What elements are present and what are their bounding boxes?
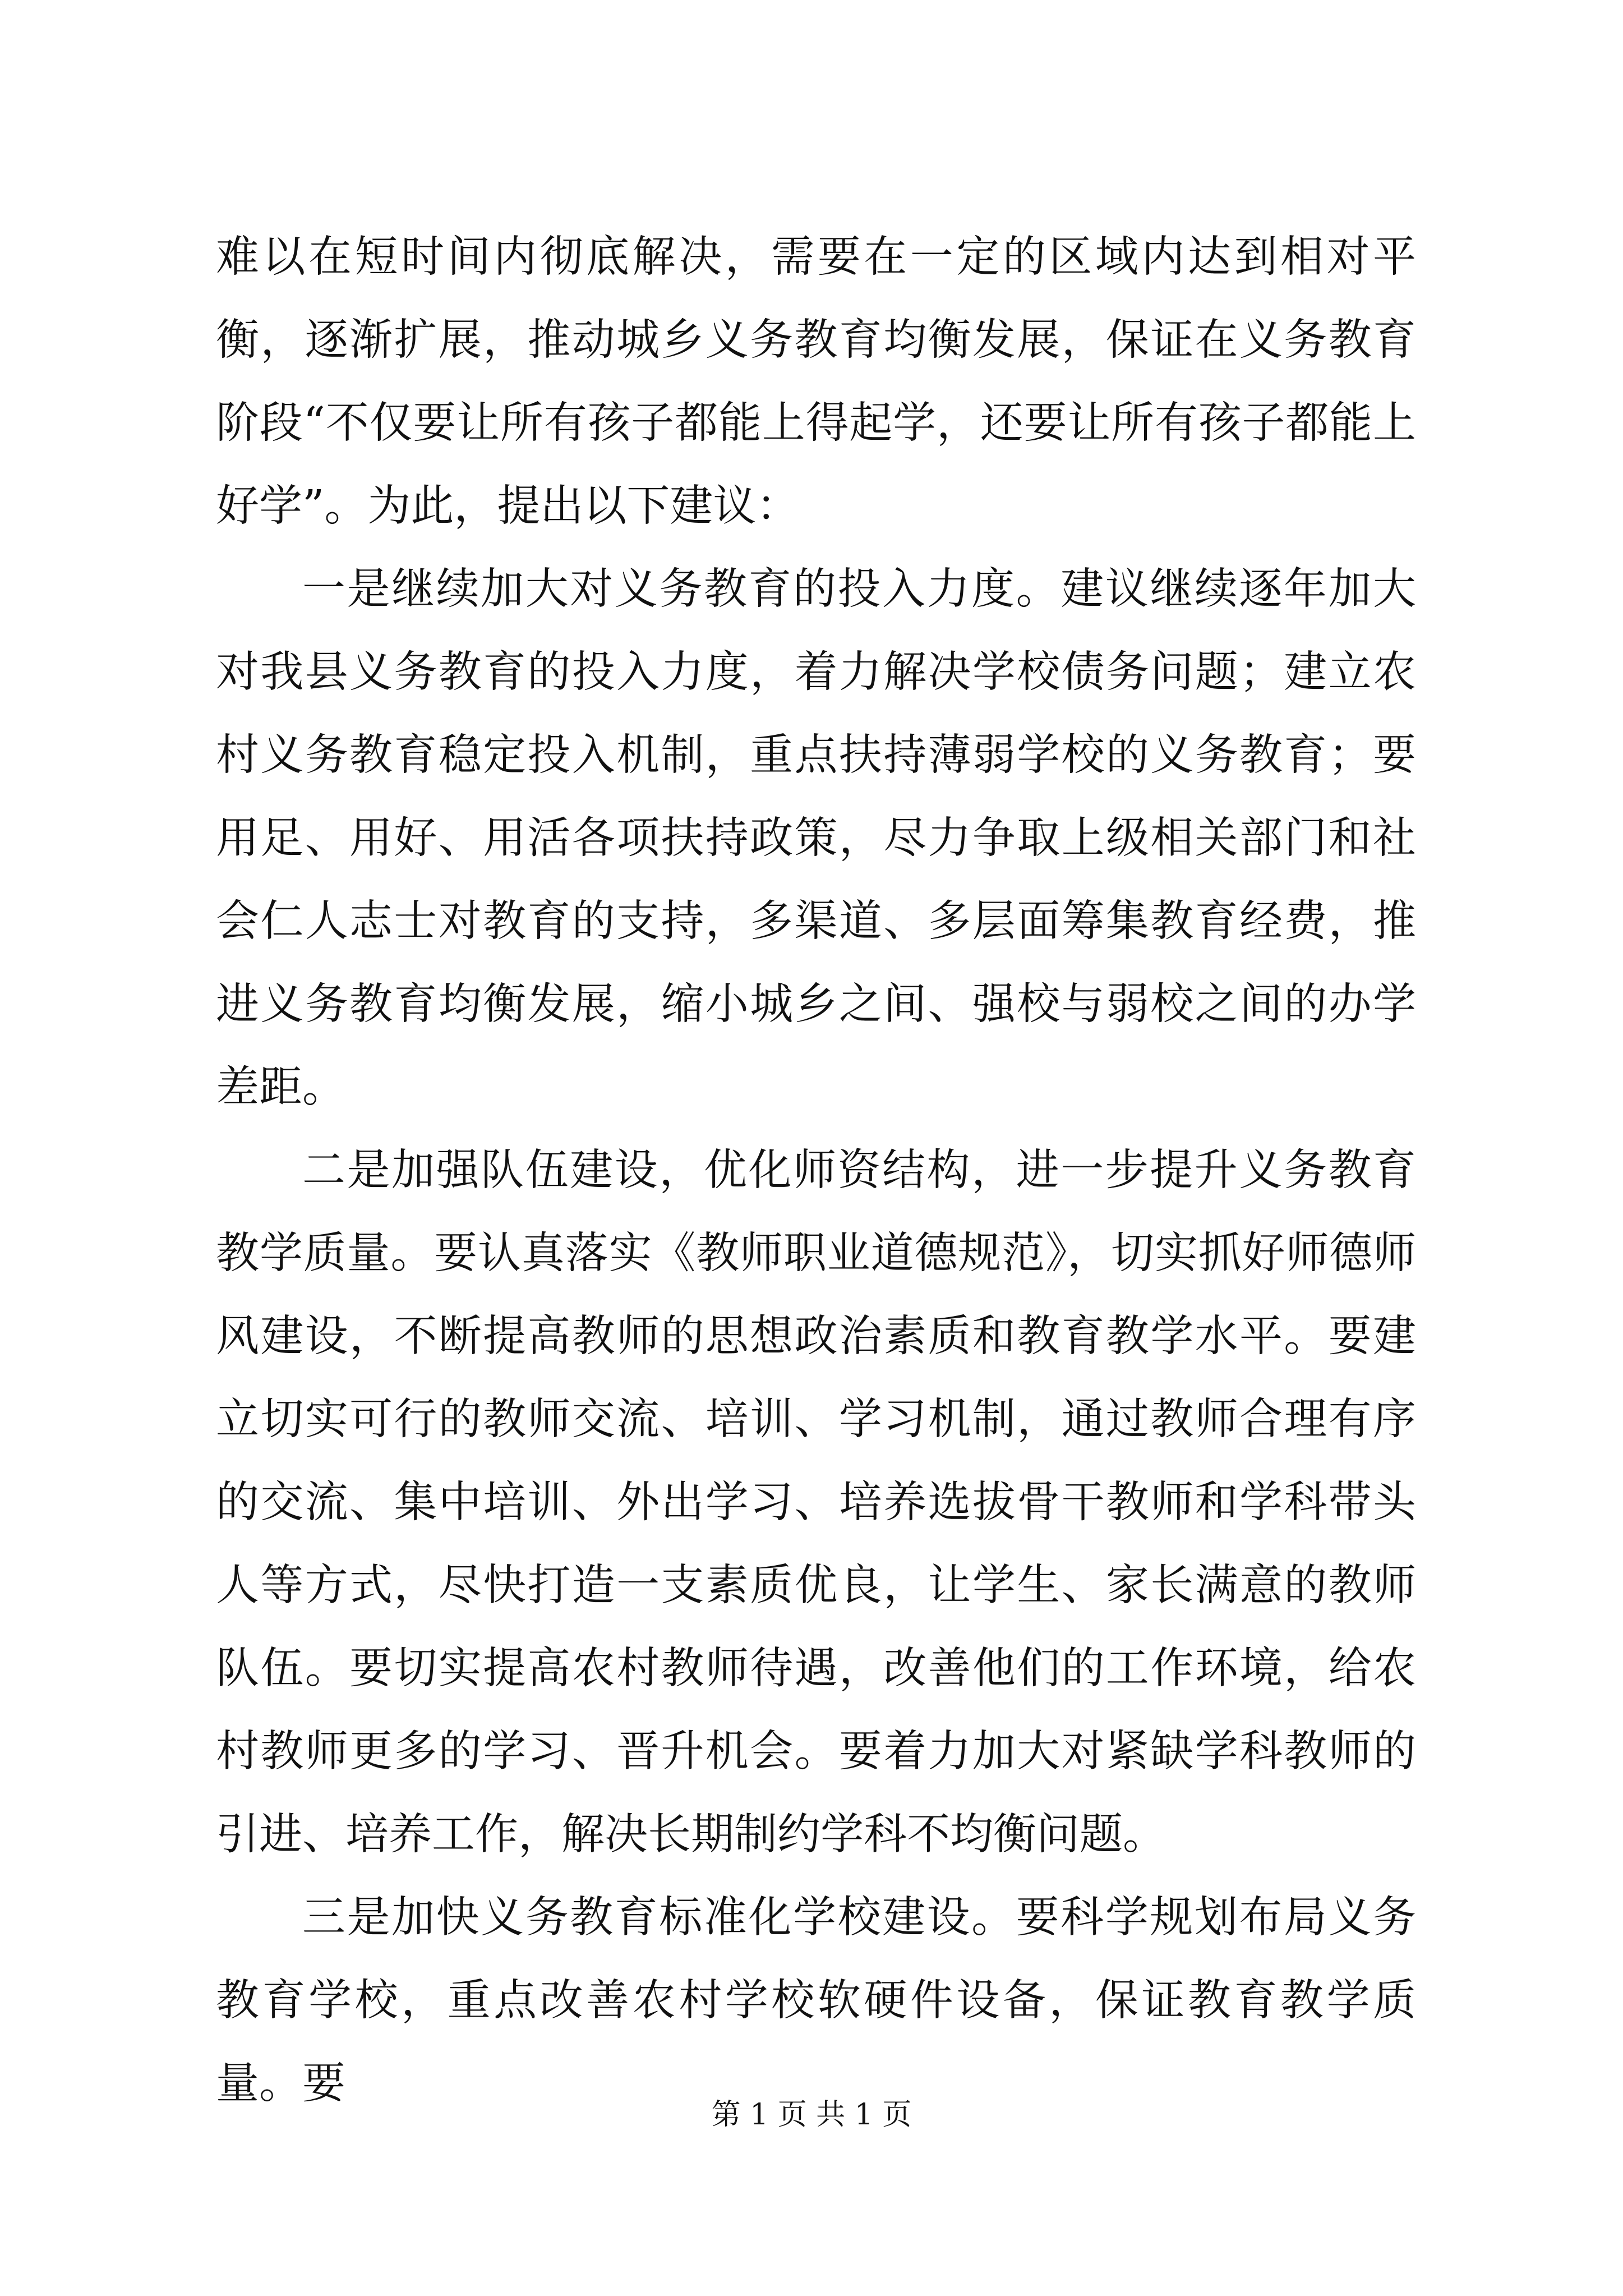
paragraph-suggestion-2: 二是加强队伍建设，优化师资结构，进一步提升义务教育教学质量。要认真落实《教师职业道德规范》，切实抓好师德师风建设，不断提高教师的思想政治素质和教育教学水平。要建立切实可行的教师交流、培训、学习机制，通过教师合理有序的交流、集中培训、外出学习、培养选拔骨干教师和学科带头人等方式，尽快打造一支素质优良，让学生、家长满意的教师队伍。要切实提高农村教师待遇，改善他们的工作环境，给农村教师更多的学习、晋升机会。要着力加大对紧缺学科教师的引进、培养工作，解决长期制约学科不均衡问题。 [216,1145,1416,1860]
paragraph-suggestion-1: 一是继续加大对义务教育的投入力度。建议继续逐年加大对我县义务教育的投入力度，着力解决学校债务问题；建立农村义务教育稳定投入机制，重点扶持薄弱学校的义务教育；要用足、用好、用活各项扶持政策，尽力争取上级相关部门和社会仁人志士对教育的支持，多渠道、多层面筹集教育经费，推进义务教育均衡发展，缩小城乡之间、强校与弱校之间的办学差距。 [216,564,1416,1112]
page-footer: 第 1 页 共 1 页 [711,2098,912,2132]
paragraph-intro: 难以在短时间内彻底解决，需要在一定的区域内达到相对平衡，逐渐扩展，推动城乡义务教育均衡发展，保证在义务教育阶段“不仅要让所有孩子都能上得起学，还要让所有孩子都能上好学”。为此，提出以下建议： [216,232,1416,531]
paragraph-suggestion-3: 三是加快义务教育标准化学校建设。要科学规划布局义务教育学校，重点改善农村学校软硬件设备，保证教育教学质量。要 [216,1893,1416,2109]
document-body [216,216,1416,2125]
